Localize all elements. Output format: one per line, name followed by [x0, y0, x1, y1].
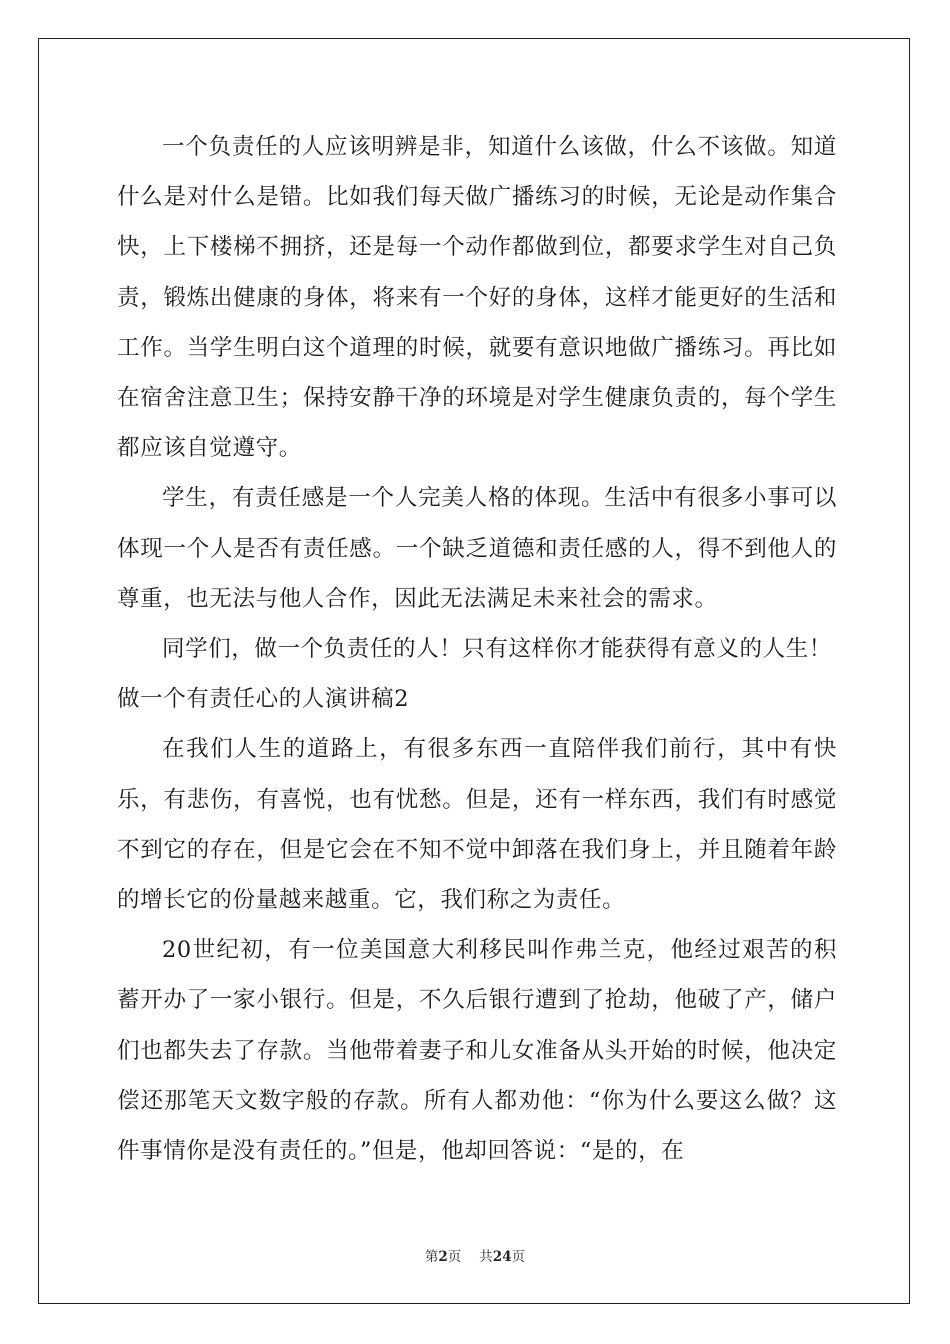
- total-unit: 页: [511, 1249, 526, 1265]
- document-body: [117, 122, 837, 1176]
- section-heading: 做一个有责任心的人演讲稿2: [117, 686, 410, 713]
- paragraph: 20世纪初，有一位美国意大利移民叫作弗兰克，他经过艰苦的积蓄开办了一家小银行。但是，不久后银行遭到了抢劫，他破了产，储户们也都失去了存款。当他带着妻子和儿女准备从头开始的时候，他决定偿还那笔天文数字般的存款。所有人都劝他：“你为什么要这么做？这件事情你是没有责任的。”但是，他却回答说：“是的，在: [117, 937, 837, 1165]
- paragraph: 在我们人生的道路上，有很多东西一直陪伴我们前行，其中有快乐，有悲伤，有喜悦，也有忧愁。但是，还有一样东西，我们有时感觉不到它的存在，但是它会在不知不觉中卸落在我们身上，并且随着年龄的增长它的份量越来越重。它，我们称之为责任。: [117, 736, 837, 914]
- total-prefix: 共: [479, 1249, 493, 1265]
- page-prefix: 第: [424, 1249, 439, 1265]
- paragraph: 同学们，做一个负责任的人！只有这样你才能获得有意义的人生！: [162, 636, 832, 663]
- page-current: 2: [438, 1249, 448, 1265]
- paragraph: 学生，有责任感是一个人完美人格的体现。生活中有很多小事可以体现一个人是否有责任感。一个缺乏道德和责任感的人，得不到他人的尊重，也无法与他人合作，因此无法满足未来社会的需求。: [117, 485, 837, 612]
- page-total: 24: [492, 1249, 512, 1265]
- paragraph: 一个负责任的人应该明辨是非，知道什么该做，什么不该做。知道什么是对什么是错。比如我们每天做广播练习的时候，无论是动作集合快，上下楼梯不拥挤，还是每一个动作都做到位，都要求学生对自己负责，锻炼出健康的身体，将来有一个好的身体，这样才能更好的生活和工作。当学生明白这个道理的时候，就要有意识地做广播练习。再比如在宿舍注意卫生；保持安静干净的环境是对学生健康负责的，每个学生都应该自觉遵守。: [117, 134, 837, 462]
- page-unit: 页: [447, 1249, 462, 1265]
- page-footer: [0, 1245, 950, 1265]
